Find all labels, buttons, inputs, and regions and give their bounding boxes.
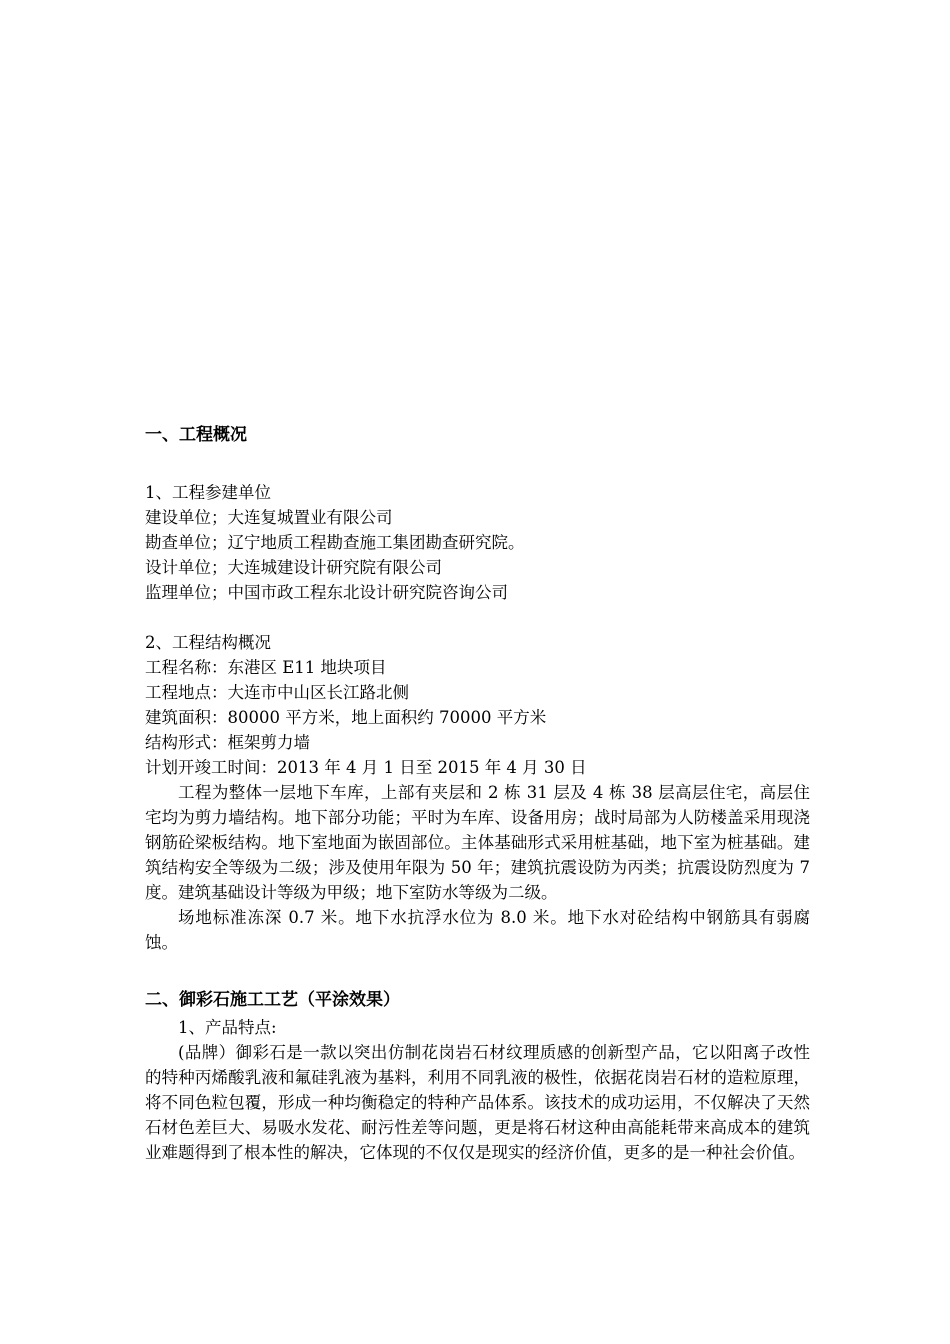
section1-heading: 一、工程概况 [145,425,247,445]
participant-line: 勘查单位；辽宁地质工程勘查施工集团勘查研究院。 [145,533,525,552]
participant-line: 设计单位；大连城建设计研究院有限公司 [145,558,442,577]
subsection-title: 1、工程参建单位 [145,483,271,502]
body-paragraph: 工程为整体一层地下车库，上部有夹层和 2 栋 31 层及 4 栋 38 层高层住宅，高层住宅均为剪力墙结构。地下部分功能；平时为车库、设备用房；战时局部为人防楼盖采用现浇钢筋砼梁板结构。地下室地面为嵌固部位。主体基础形式采用桩基础，地下室为桩基础。建筑结构安全等级为二级；涉及使用年限为 50 年；建筑抗震设防为丙类；抗震设防烈度为 7 度。建筑基础设计等级为甲级；地下室防水等级为二级。 [145,783,810,902]
spacer [145,605,810,630]
body-paragraph: (品牌）御彩石是一款以突出仿制花岗岩石材纹理质感的创新型产品，它以阳离子改性的特种丙烯酸乳液和氟硅乳液为基料，利用不同乳液的极性，依据花岗岩石材的造粒原理，将不同色粒包覆，形成一种均衡稳定的特种产品体系。该技术的成功运用，不仅解决了天然石材色差巨大、易吸水发花、耐污性差等问题，更是将石材这种由高能耗带来高成本的建筑业难题得到了根本性的解决，它体现的不仅仅是现实的经济价值，更多的是一种社会价值。 [145,1043,810,1162]
participant-line: 监理单位；中国市政工程东北设计研究院咨询公司 [145,583,508,602]
subsection-title: 1、产品特点: [178,1018,277,1037]
spacer [145,955,810,985]
structure-line: 结构形式：框架剪力墙 [145,733,310,752]
document-page [145,420,810,1165]
structure-line: 计划开竣工时间：2013 年 4 月 1 日至 2015 年 4 月 30 日 [145,758,587,777]
structure-line: 工程地点：大连市中山区长江路北侧 [145,683,409,702]
structure-line: 工程名称：东港区 E11 地块项目 [145,658,387,677]
body-paragraph: 场地标准冻深 0.7 米。地下水抗浮水位为 8.0 米。地下水对砼结构中钢筋具有弱腐蚀。 [145,908,810,952]
subsection-title: 2、工程结构概况 [145,633,271,652]
spacer [145,450,810,480]
participant-line: 建设单位；大连复城置业有限公司 [145,508,393,527]
section2-heading: 二、御彩石施工工艺（平涂效果） [145,990,400,1010]
structure-line: 建筑面积：80000 平方米，地上面积约 70000 平方米 [145,708,547,727]
